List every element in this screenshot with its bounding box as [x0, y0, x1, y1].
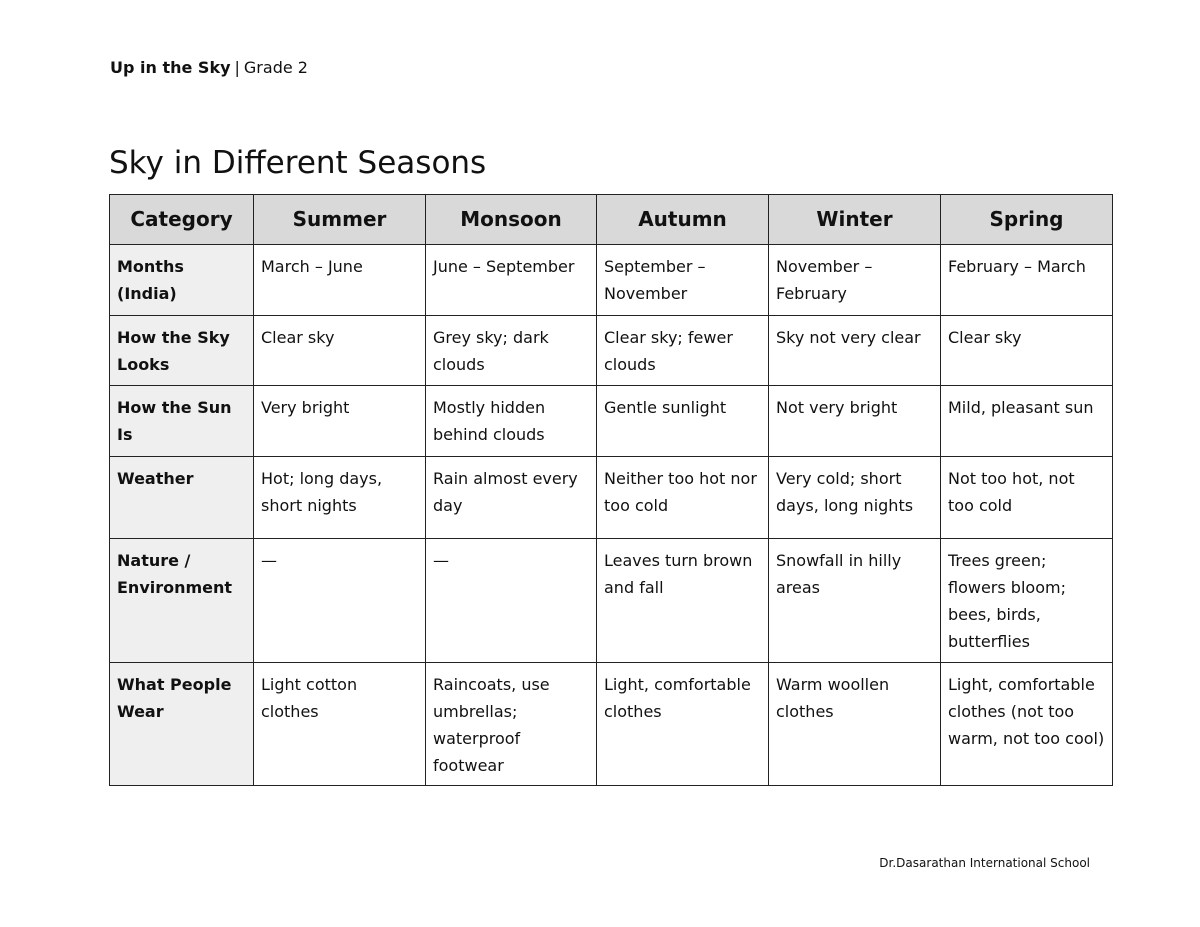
- table-cell: Light cotton clothes: [254, 663, 426, 786]
- table-cell: Grey sky; dark clouds: [426, 316, 597, 386]
- table-row: [110, 663, 1113, 786]
- table-cell: September – November: [597, 245, 769, 316]
- table-cell: February – March: [941, 245, 1113, 316]
- table-cell: Very bright: [254, 386, 426, 457]
- table-cell: Clear sky: [941, 316, 1113, 386]
- row-header-nature: Nature / Environment: [110, 539, 254, 663]
- table-cell: Snowfall in hilly areas: [769, 539, 941, 663]
- row-header-months: Months (India): [110, 245, 254, 316]
- subject-title: Up in the Sky: [110, 58, 231, 77]
- table-header-row: [110, 195, 1113, 245]
- table-row: [110, 316, 1113, 386]
- row-header-sky: How the Sky Looks: [110, 316, 254, 386]
- table-cell: Not too hot, not too cold: [941, 457, 1113, 539]
- table-row: [110, 457, 1113, 539]
- header-separator: |: [234, 58, 240, 77]
- table-cell: —: [254, 539, 426, 663]
- column-header-summer: Summer: [254, 195, 426, 245]
- page-title: Sky in Different Seasons: [109, 145, 487, 181]
- table-cell: —: [426, 539, 597, 663]
- table-cell: Not very bright: [769, 386, 941, 457]
- seasons-table: [109, 194, 1113, 786]
- table-cell: Clear sky: [254, 316, 426, 386]
- table-cell: Warm woollen clothes: [769, 663, 941, 786]
- table-cell: Light, comfortable clothes (not too warm, not too cool): [941, 663, 1113, 786]
- column-header-autumn: Autumn: [597, 195, 769, 245]
- row-header-weather: Weather: [110, 457, 254, 539]
- table-row: [110, 245, 1113, 316]
- table-cell: Trees green; flowers bloom; bees, birds, butterflies: [941, 539, 1113, 663]
- table-cell: Sky not very clear: [769, 316, 941, 386]
- row-header-sun: How the Sun Is: [110, 386, 254, 457]
- table-cell: Very cold; short days, long nights: [769, 457, 941, 539]
- table-cell: March – June: [254, 245, 426, 316]
- table-cell: Light, comfortable clothes: [597, 663, 769, 786]
- column-header-category: Category: [110, 195, 254, 245]
- table-cell: Mild, pleasant sun: [941, 386, 1113, 457]
- table-row: [110, 539, 1113, 663]
- column-header-monsoon: Monsoon: [426, 195, 597, 245]
- school-footer: Dr.Dasarathan International School: [879, 856, 1090, 870]
- table-cell: Clear sky; fewer clouds: [597, 316, 769, 386]
- table-cell: Rain almost every day: [426, 457, 597, 539]
- grade-label: Grade 2: [243, 58, 308, 77]
- table-cell: Gentle sunlight: [597, 386, 769, 457]
- table-cell: Neither too hot nor too cold: [597, 457, 769, 539]
- table-cell: Hot; long days, short nights: [254, 457, 426, 539]
- table-cell: Leaves turn brown and fall: [597, 539, 769, 663]
- page-header: [110, 58, 308, 78]
- column-header-spring: Spring: [941, 195, 1113, 245]
- table-cell: June – September: [426, 245, 597, 316]
- table-cell: Raincoats, use umbrellas; waterproof footwear: [426, 663, 597, 786]
- column-header-winter: Winter: [769, 195, 941, 245]
- row-header-wear: What People Wear: [110, 663, 254, 786]
- table-cell: November – February: [769, 245, 941, 316]
- table-cell: Mostly hidden behind clouds: [426, 386, 597, 457]
- table-row: [110, 386, 1113, 457]
